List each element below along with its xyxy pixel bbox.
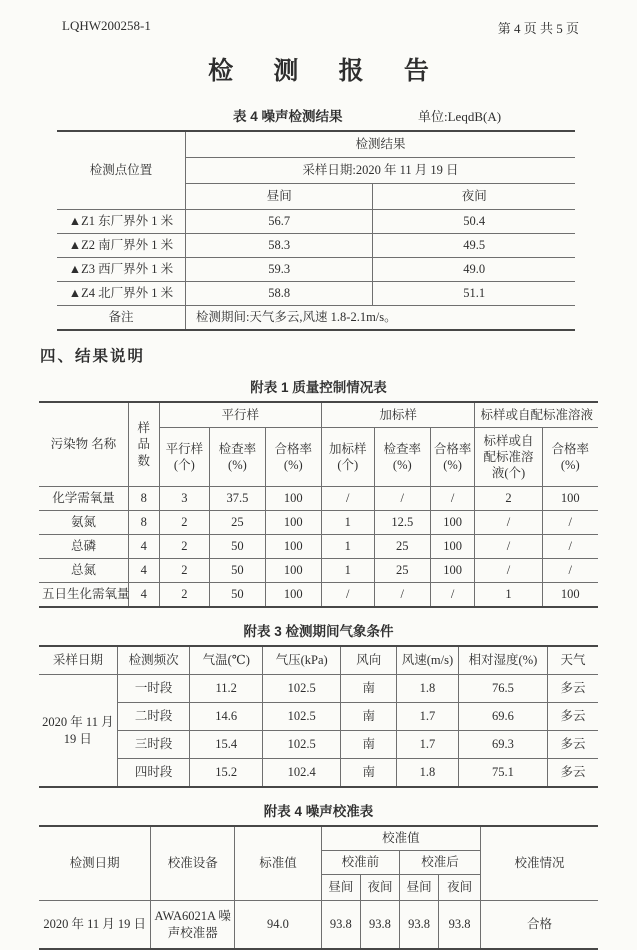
cell: / [542, 559, 598, 583]
header-standard-count: 标样或自配标准溶液(个) [475, 428, 542, 487]
pollutant-name: 五日生化需氧量 [39, 583, 128, 608]
standard-value: 94.0 [235, 901, 322, 950]
cell: 100 [430, 535, 475, 559]
cell: 1.8 [397, 675, 458, 703]
table4-caption-row [0, 105, 637, 125]
header-nighttime: 夜间 [360, 875, 399, 901]
cell: 14.6 [190, 703, 263, 731]
table-row [39, 759, 598, 788]
document-number: LQHW200258-1 [62, 18, 151, 33]
cell: / [475, 535, 542, 559]
cell: 11.2 [190, 675, 263, 703]
quality-control-table [39, 401, 598, 608]
header-standard-value: 标准值 [235, 826, 322, 901]
cell: / [430, 583, 475, 608]
annex3-caption: 附表 3 检测期间气象条件 [243, 624, 394, 639]
cell: 4 [128, 559, 159, 583]
header-pollutant: 污染物 名称 [39, 402, 128, 487]
cell: 二时段 [117, 703, 190, 731]
cell: 2 [159, 511, 209, 535]
cell: 15.4 [190, 731, 263, 759]
cell: 南 [341, 675, 397, 703]
cell: 50 [209, 583, 265, 608]
weather-conditions-table [39, 645, 598, 788]
header-nighttime: 夜间 [439, 875, 481, 901]
table4-caption: 表 4 噪声检测结果 [233, 109, 343, 124]
after-day-value: 93.8 [400, 901, 439, 950]
cell: / [475, 559, 542, 583]
header-sample-date: 采样日期:2020 年 11 月 19 日 [185, 158, 575, 184]
day-value: 58.3 [185, 234, 373, 258]
cell: / [430, 487, 475, 511]
cell: 69.3 [458, 731, 547, 759]
cell: 102.5 [263, 731, 341, 759]
sample-date: 2020 年 11 月 19 日 [39, 675, 117, 788]
device-name: AWA6021A 噪声校准器 [151, 901, 235, 950]
cell: 多云 [548, 731, 598, 759]
header-sample-count: 样品数 [128, 402, 159, 487]
cell: 2 [159, 583, 209, 608]
table-row [57, 234, 575, 258]
header-pressure: 气压(kPa) [263, 646, 341, 675]
annex4-caption: 附表 4 噪声校准表 [263, 804, 374, 819]
cell: 102.5 [263, 703, 341, 731]
table-row [39, 487, 598, 511]
after-night-value: 93.8 [439, 901, 481, 950]
cell: 15.2 [190, 759, 263, 788]
header-check-rate: 检查率 (%) [374, 428, 430, 487]
table-row [39, 583, 598, 608]
cell: 三时段 [117, 731, 190, 759]
cell: / [374, 583, 430, 608]
cell: 100 [542, 583, 598, 608]
page-header [0, 0, 637, 37]
cell: 8 [128, 511, 159, 535]
header-wind-direction: 风向 [341, 646, 397, 675]
pollutant-name: 氨氮 [39, 511, 128, 535]
pollutant-name: 化学需氧量 [39, 487, 128, 511]
cell: 3 [159, 487, 209, 511]
header-result: 检测结果 [185, 131, 575, 158]
cell: 多云 [548, 675, 598, 703]
cell: 76.5 [458, 675, 547, 703]
header-after-calibration: 校准后 [400, 851, 481, 875]
table4-unit: 单位:LeqdB(A) [418, 109, 502, 124]
day-value: 58.8 [185, 282, 373, 306]
cell: 南 [341, 703, 397, 731]
cell: 25 [374, 559, 430, 583]
cell: 2 [159, 535, 209, 559]
cell: 100 [430, 511, 475, 535]
day-value: 56.7 [185, 210, 373, 234]
cell: 25 [374, 535, 430, 559]
header-before-calibration: 校准前 [321, 851, 399, 875]
cell: / [321, 487, 374, 511]
point-name: ▲Z1 东厂界外 1 米 [57, 210, 185, 234]
header-pass-rate: 合格率 (%) [542, 428, 598, 487]
header-check-rate: 检查率 (%) [209, 428, 265, 487]
cell: 1 [321, 559, 374, 583]
report-title: 检 测 报 告 [208, 58, 446, 85]
calibration-status: 合格 [481, 901, 598, 950]
header-nighttime: 夜间 [373, 184, 575, 210]
cell: 75.1 [458, 759, 547, 788]
pollutant-name: 总磷 [39, 535, 128, 559]
page-number: 第 4 页 共 5 页 [497, 21, 579, 36]
cell: 12.5 [374, 511, 430, 535]
table-row [39, 703, 598, 731]
header-daytime: 昼间 [400, 875, 439, 901]
header-daytime: 昼间 [185, 184, 373, 210]
table-row [39, 535, 598, 559]
cell: / [542, 511, 598, 535]
cell: / [321, 583, 374, 608]
table-row [57, 282, 575, 306]
cell: 8 [128, 487, 159, 511]
cell: 100 [265, 559, 321, 583]
cell: 4 [128, 535, 159, 559]
header-weather: 天气 [548, 646, 598, 675]
cell: 100 [265, 487, 321, 511]
table-row [39, 901, 598, 950]
header-wind-speed: 风速(m/s) [397, 646, 458, 675]
night-value: 49.5 [373, 234, 575, 258]
header-sample-date: 采样日期 [39, 646, 117, 675]
cell: 100 [265, 511, 321, 535]
table-row [39, 559, 598, 583]
section-heading: 四、结果说明 [40, 348, 146, 365]
header-daytime: 昼间 [321, 875, 360, 901]
header-spiked-count: 加标样 (个) [321, 428, 374, 487]
cell: 南 [341, 731, 397, 759]
cell: 50 [209, 559, 265, 583]
header-parallel-group: 平行样 [159, 402, 321, 428]
table-row [39, 511, 598, 535]
cell: 100 [430, 559, 475, 583]
cell: / [475, 511, 542, 535]
night-value: 51.1 [373, 282, 575, 306]
table-row [57, 210, 575, 234]
header-calibration-device: 校准设备 [151, 826, 235, 901]
before-night-value: 93.8 [360, 901, 399, 950]
point-name: ▲Z4 北厂界外 1 米 [57, 282, 185, 306]
cell: 25 [209, 511, 265, 535]
point-name: ▲Z2 南厂界外 1 米 [57, 234, 185, 258]
header-spiked-group: 加标样 [321, 402, 475, 428]
header-pass-rate: 合格率 (%) [430, 428, 475, 487]
cell: 37.5 [209, 487, 265, 511]
night-value: 49.0 [373, 258, 575, 282]
cell: 2 [159, 559, 209, 583]
pollutant-name: 总氮 [39, 559, 128, 583]
calibration-date: 2020 年 11 月 19 日 [39, 901, 151, 950]
header-calibration-status: 校准情况 [481, 826, 598, 901]
annex1-caption: 附表 1 质量控制情况表 [250, 380, 387, 395]
table-row [57, 258, 575, 282]
cell: 100 [265, 583, 321, 608]
cell: 1 [321, 535, 374, 559]
cell: 1.7 [397, 703, 458, 731]
header-frequency: 检测频次 [117, 646, 190, 675]
noise-results-table [57, 130, 575, 331]
cell: 1 [321, 511, 374, 535]
cell: 四时段 [117, 759, 190, 788]
before-day-value: 93.8 [321, 901, 360, 950]
cell: 69.6 [458, 703, 547, 731]
cell: 102.5 [263, 675, 341, 703]
cell: 4 [128, 583, 159, 608]
table-row [39, 675, 598, 703]
remark-label: 备注 [57, 306, 185, 331]
cell: 一时段 [117, 675, 190, 703]
table-row [39, 731, 598, 759]
header-calibration-value: 校准值 [321, 826, 480, 851]
cell: 1 [475, 583, 542, 608]
cell: 多云 [548, 759, 598, 788]
remark-text: 检测期间:天气多云,风速 1.8-2.1m/s。 [185, 306, 575, 331]
header-pass-rate: 合格率 (%) [265, 428, 321, 487]
header-test-date: 检测日期 [39, 826, 151, 901]
cell: 南 [341, 759, 397, 788]
cell: 1.8 [397, 759, 458, 788]
header-humidity: 相对湿度(%) [458, 646, 547, 675]
header-point-location: 检测点位置 [57, 131, 185, 210]
header-temperature: 气温(℃) [190, 646, 263, 675]
cell: 100 [265, 535, 321, 559]
cell: / [374, 487, 430, 511]
cell: 1.7 [397, 731, 458, 759]
cell: 多云 [548, 703, 598, 731]
cell: 2 [475, 487, 542, 511]
cell: 50 [209, 535, 265, 559]
header-parallel-count: 平行样 (个) [159, 428, 209, 487]
night-value: 50.4 [373, 210, 575, 234]
cell: / [542, 535, 598, 559]
cell: 100 [542, 487, 598, 511]
header-standard-group: 标样或自配标准溶液 [475, 402, 598, 428]
point-name: ▲Z3 西厂界外 1 米 [57, 258, 185, 282]
day-value: 59.3 [185, 258, 373, 282]
cell: 102.4 [263, 759, 341, 788]
